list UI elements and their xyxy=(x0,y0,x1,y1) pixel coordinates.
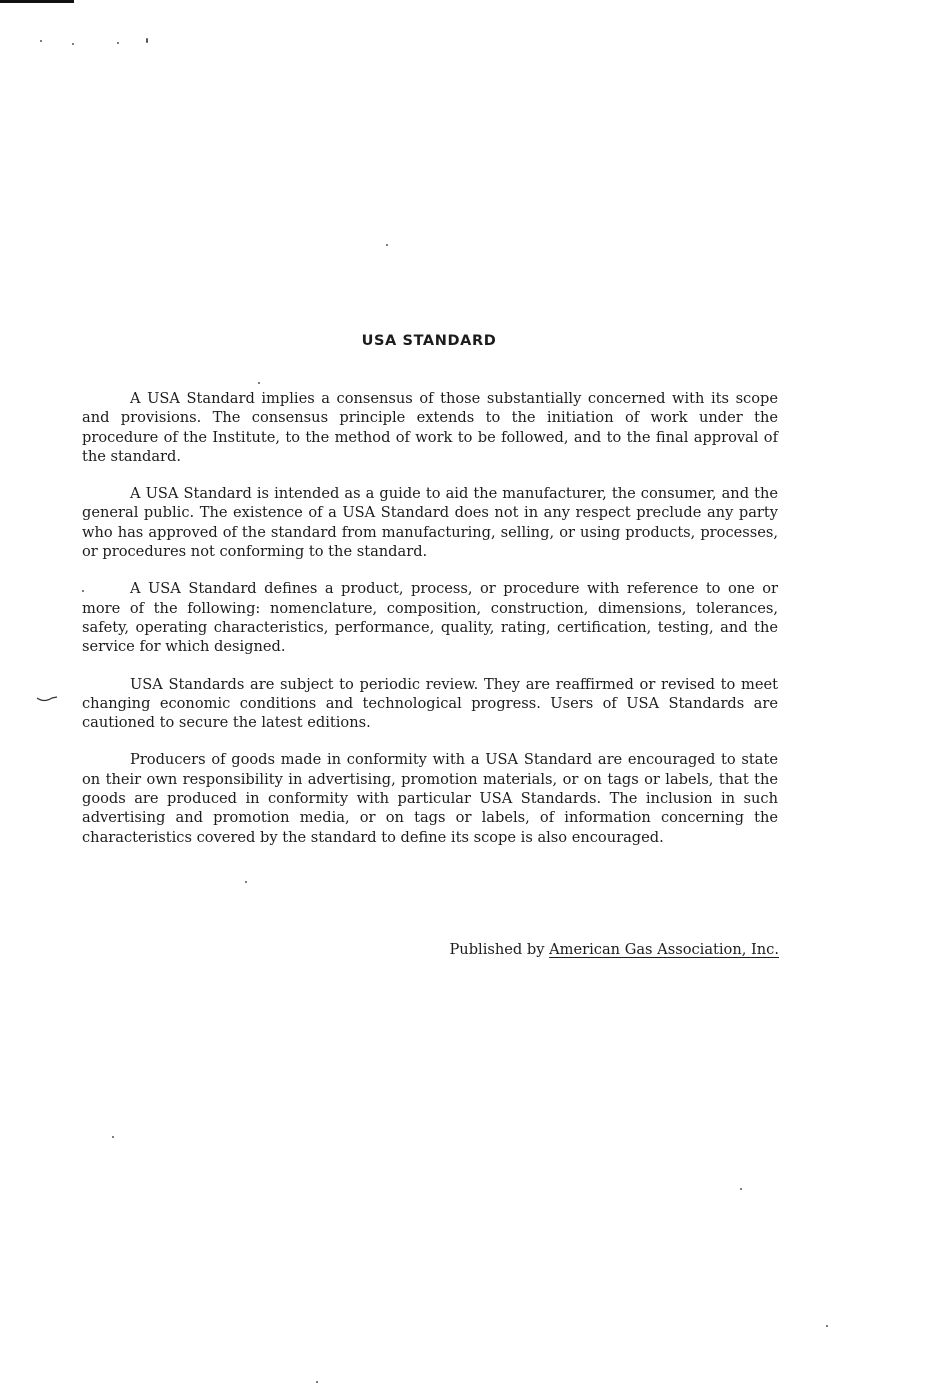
scan-speck xyxy=(40,40,42,42)
scan-speck xyxy=(258,382,260,384)
scan-speck xyxy=(245,881,247,883)
paragraph-review: USA Standards are subject to periodic review. They are reaffirmed or revised to meet changing economic conditions and technological progress. Users of USA Standards are cautioned to secure the latest editions. xyxy=(82,675,778,732)
publisher-organization: American Gas Association, Inc. xyxy=(549,941,779,958)
scan-speck xyxy=(112,1136,114,1138)
paragraph-consensus: A USA Standard implies a consensus of those substantially concerned with its scope and provisions. The consensus principle extends to the initiation of work under the procedure of the Institute, to the method of work to be followed, and to the final approval of the standard. xyxy=(82,390,778,465)
paragraph-purpose: A USA Standard is intended as a guide to aid the manufacturer, the consumer, and the general public. The existence of a USA Standard does not in any respect preclude any party who has approved of the standard from manufacturing, selling, or using products, processes, or procedures not conforming to the standard. xyxy=(82,485,778,561)
scan-speck xyxy=(386,244,388,246)
paragraph-definition: A USA Standard defines a product, process, or procedure with reference to one or more of the following: nomenclature, composition, construction, dimensions, tolerances, safety, operating characteristics, performance, quality, rating, certification, testing, and the service for which designed. xyxy=(82,580,778,656)
scan-speck xyxy=(316,1381,318,1383)
page-title: USA STANDARD xyxy=(361,333,497,349)
scan-speck xyxy=(72,43,74,45)
standard-body xyxy=(82,389,778,865)
paragraph-conformity: Producers of goods made in conformity with a USA Standard are encouraged to state on their own responsibility in advertising, promotion materials, or on tags or labels, that the goods are produced in conformity with particular USA Standards. The inclusion in such advertising and promotion media, or on tags or labels, of information concerning the characteristics covered by the standard to define its scope is also encouraged. xyxy=(82,751,778,846)
top-edge-rule xyxy=(0,0,74,3)
scan-speck xyxy=(117,42,119,44)
publisher-line xyxy=(449,941,779,958)
publisher-prefix: Published by xyxy=(449,941,545,958)
scan-speck xyxy=(740,1188,742,1190)
margin-pencil-mark xyxy=(36,692,58,704)
scan-speck xyxy=(146,38,148,43)
scan-speck xyxy=(826,1325,828,1327)
